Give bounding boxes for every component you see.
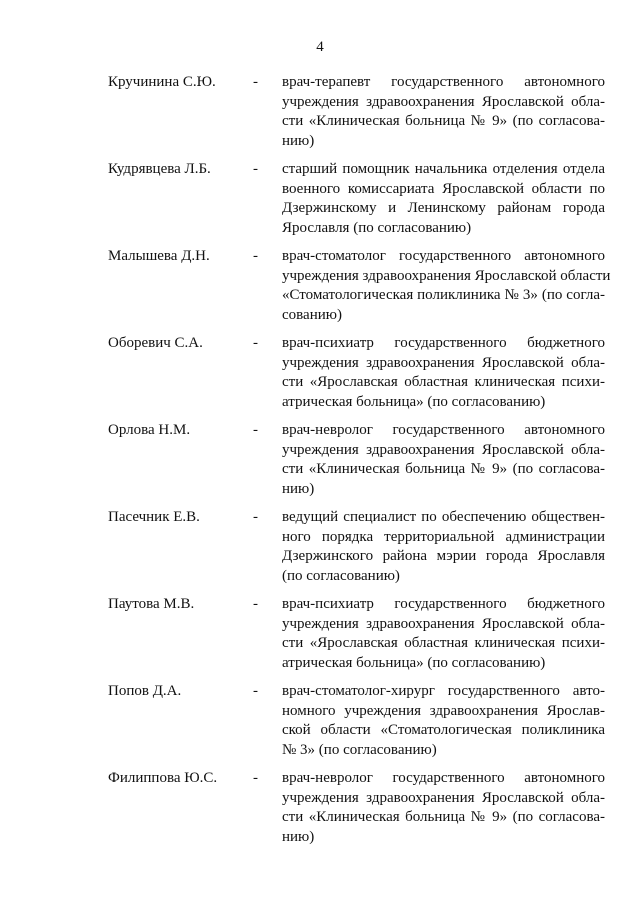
position-line: атрическая больница» (по согласованию) xyxy=(282,393,546,410)
member-position xyxy=(282,508,605,586)
member-position xyxy=(282,595,605,673)
position-line: врач-психиатр государственного бюджетного xyxy=(282,596,605,612)
position-line: атрическая больница» (по согласованию) xyxy=(282,654,546,671)
position-line: сти «Ярославская областная клиническая психи- xyxy=(282,374,605,390)
position-line: номного учреждения здравоохранения Ярослав- xyxy=(282,702,605,719)
position-line: № 3» (по согласованию) xyxy=(282,741,437,758)
member-name: Оборевич С.А. xyxy=(108,335,203,351)
member-name: Кудрявцева Л.Б. xyxy=(108,161,211,177)
dash-separator: - xyxy=(253,74,258,90)
position-line: Дзержинского района мэрии города Ярославля xyxy=(282,548,605,564)
member-entry xyxy=(108,247,611,327)
dash-separator: - xyxy=(253,596,258,612)
position-line: нию) xyxy=(282,828,315,845)
dash-separator: - xyxy=(253,335,258,351)
member-position xyxy=(282,682,605,760)
member-name: Филиппова Ю.С. xyxy=(108,770,218,786)
position-line: учреждения здравоохранения Ярославской области xyxy=(282,267,611,284)
member-position xyxy=(282,421,605,499)
position-line: учреждения здравоохранения Ярославской обла- xyxy=(282,93,605,110)
member-position xyxy=(282,160,605,238)
position-line: учреждения здравоохранения Ярославской обла- xyxy=(282,441,605,458)
member-name: Орлова Н.М. xyxy=(108,422,191,438)
dash-separator: - xyxy=(253,509,258,525)
dash-separator: - xyxy=(253,683,258,699)
member-entry xyxy=(108,595,608,675)
position-line: военного комиссариата Ярославской области по xyxy=(282,180,605,197)
position-line: врач-психиатр государственного бюджетного xyxy=(282,335,605,351)
member-name: Паутова М.В. xyxy=(108,596,195,612)
member-position xyxy=(282,769,605,847)
position-line: врач-стоматолог-хирург государственного авто- xyxy=(282,683,605,699)
position-line: сти «Клиническая больница № 9» (по согласова- xyxy=(282,461,605,477)
member-name: Попов Д.А. xyxy=(108,683,182,699)
dash-separator: - xyxy=(253,248,258,264)
position-line: (по согласованию) xyxy=(282,567,400,584)
position-line: сти «Клиническая больница № 9» (по согласова- xyxy=(282,113,605,129)
dash-separator: - xyxy=(253,770,258,786)
position-line: сти «Клиническая больница № 9» (по согласова- xyxy=(282,809,605,825)
member-name: Малышева Д.Н. xyxy=(108,248,210,264)
position-line: ведущий специалист по обеспечению обществен- xyxy=(282,509,605,525)
position-line: старший помощник начальника отделения отдела xyxy=(282,161,605,177)
position-line: врач-невролог государственного автономного xyxy=(282,422,605,438)
member-position xyxy=(282,334,605,412)
position-line: учреждения здравоохранения Ярославской обла- xyxy=(282,354,605,371)
page-number: 4 xyxy=(316,39,324,55)
position-line: учреждения здравоохранения Ярославской обла- xyxy=(282,615,605,632)
member-entry xyxy=(108,160,608,240)
member-entry xyxy=(108,421,608,501)
position-line: Дзержинскому и Ленинскому районам города xyxy=(282,200,605,216)
dash-separator: - xyxy=(253,161,258,177)
member-position xyxy=(282,73,605,151)
member-position xyxy=(282,247,611,325)
position-line: врач-невролог государственного автономного xyxy=(282,770,605,786)
member-entry xyxy=(108,73,608,153)
member-name: Кручинина С.Ю. xyxy=(108,74,216,90)
member-entry xyxy=(108,682,608,762)
member-entry xyxy=(108,334,608,414)
position-line: нию) xyxy=(282,132,315,149)
position-line: ного порядка территориальной администрации xyxy=(282,528,605,545)
position-line: врач-стоматолог государственного автономного xyxy=(282,248,605,264)
member-entry xyxy=(108,769,608,849)
member-entry xyxy=(108,508,608,588)
position-line: «Стоматологическая поликлиника № 3» (по согла- xyxy=(282,287,605,303)
dash-separator: - xyxy=(253,422,258,438)
member-name: Пасечник Е.В. xyxy=(108,509,200,525)
position-line: сованию) xyxy=(282,306,342,323)
position-line: учреждения здравоохранения Ярославской обла- xyxy=(282,789,605,806)
position-line: ской области «Стоматологическая поликлиника xyxy=(282,722,605,738)
position-line: сти «Ярославская областная клиническая психи- xyxy=(282,635,605,651)
position-line: Ярославля (по согласованию) xyxy=(282,219,472,236)
position-line: нию) xyxy=(282,480,315,497)
position-line: врач-терапевт государственного автономного xyxy=(282,74,605,90)
